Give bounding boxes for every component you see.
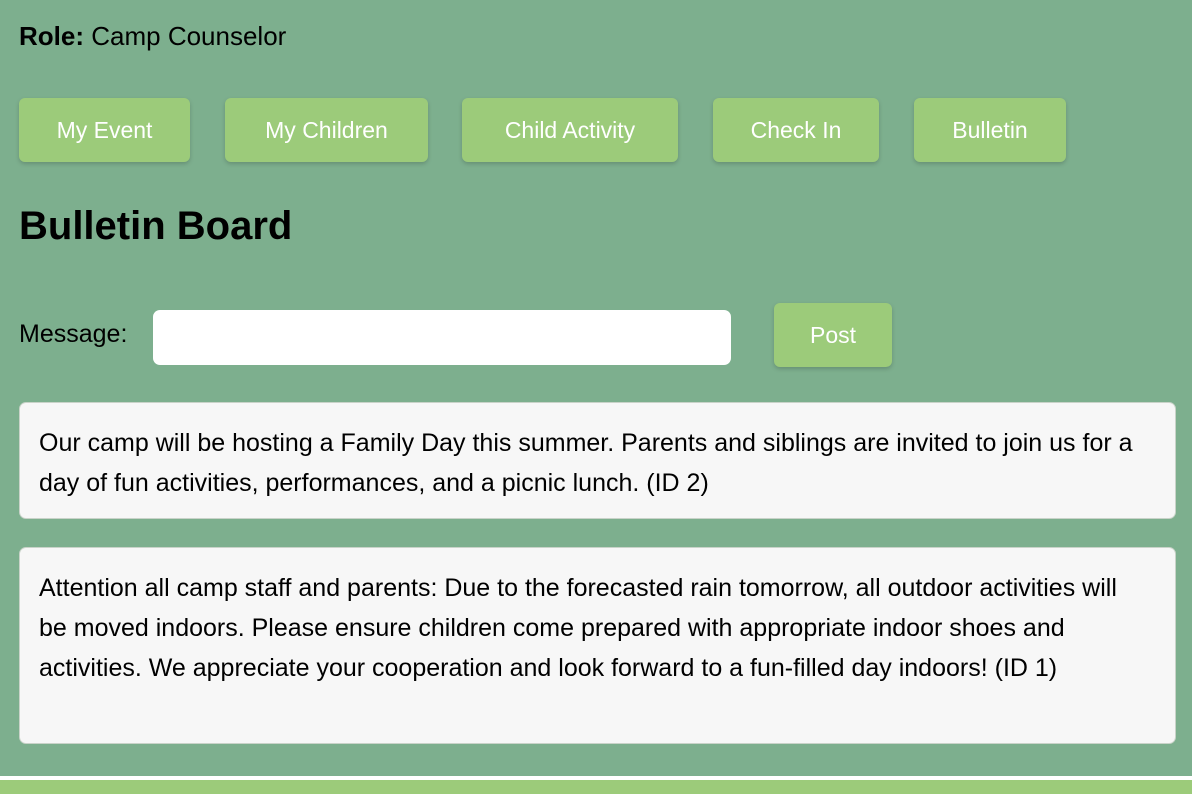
nav-bulletin-button[interactable]: Bulletin [914,98,1066,162]
bulletin-post-text: Our camp will be hosting a Family Day this summer. Parents and siblings are invited to join us for a day of fun activities, performances, and a picnic lunch. (ID 2) [39,429,1133,497]
bulletin-post [19,547,1176,744]
page-title: Bulletin Board [19,204,293,248]
role-label: Role: [19,21,84,51]
bulletin-post-text: Attention all camp staff and parents: Due to the forecasted rain tomorrow, all outdoor activities will be moved indoors. Please ensure children come prepared with appropriate indoor shoes and activities. We appreciate your cooperation and look forward to a fun-filled day indoors! (ID 1) [39,574,1117,682]
nav-my-children-button[interactable]: My Children [225,98,428,162]
nav-my-event-button[interactable]: My Event [19,98,190,162]
message-label: Message: [19,320,128,348]
role-line [19,20,286,52]
post-button[interactable]: Post [774,303,892,367]
bulletin-post [19,402,1176,519]
nav-child-activity-button[interactable]: Child Activity [462,98,678,162]
message-input[interactable] [153,310,731,365]
role-value: Camp Counselor [91,21,287,51]
footer-bar [0,776,1192,794]
nav-check-in-button[interactable]: Check In [713,98,879,162]
main-nav [0,98,1192,162]
